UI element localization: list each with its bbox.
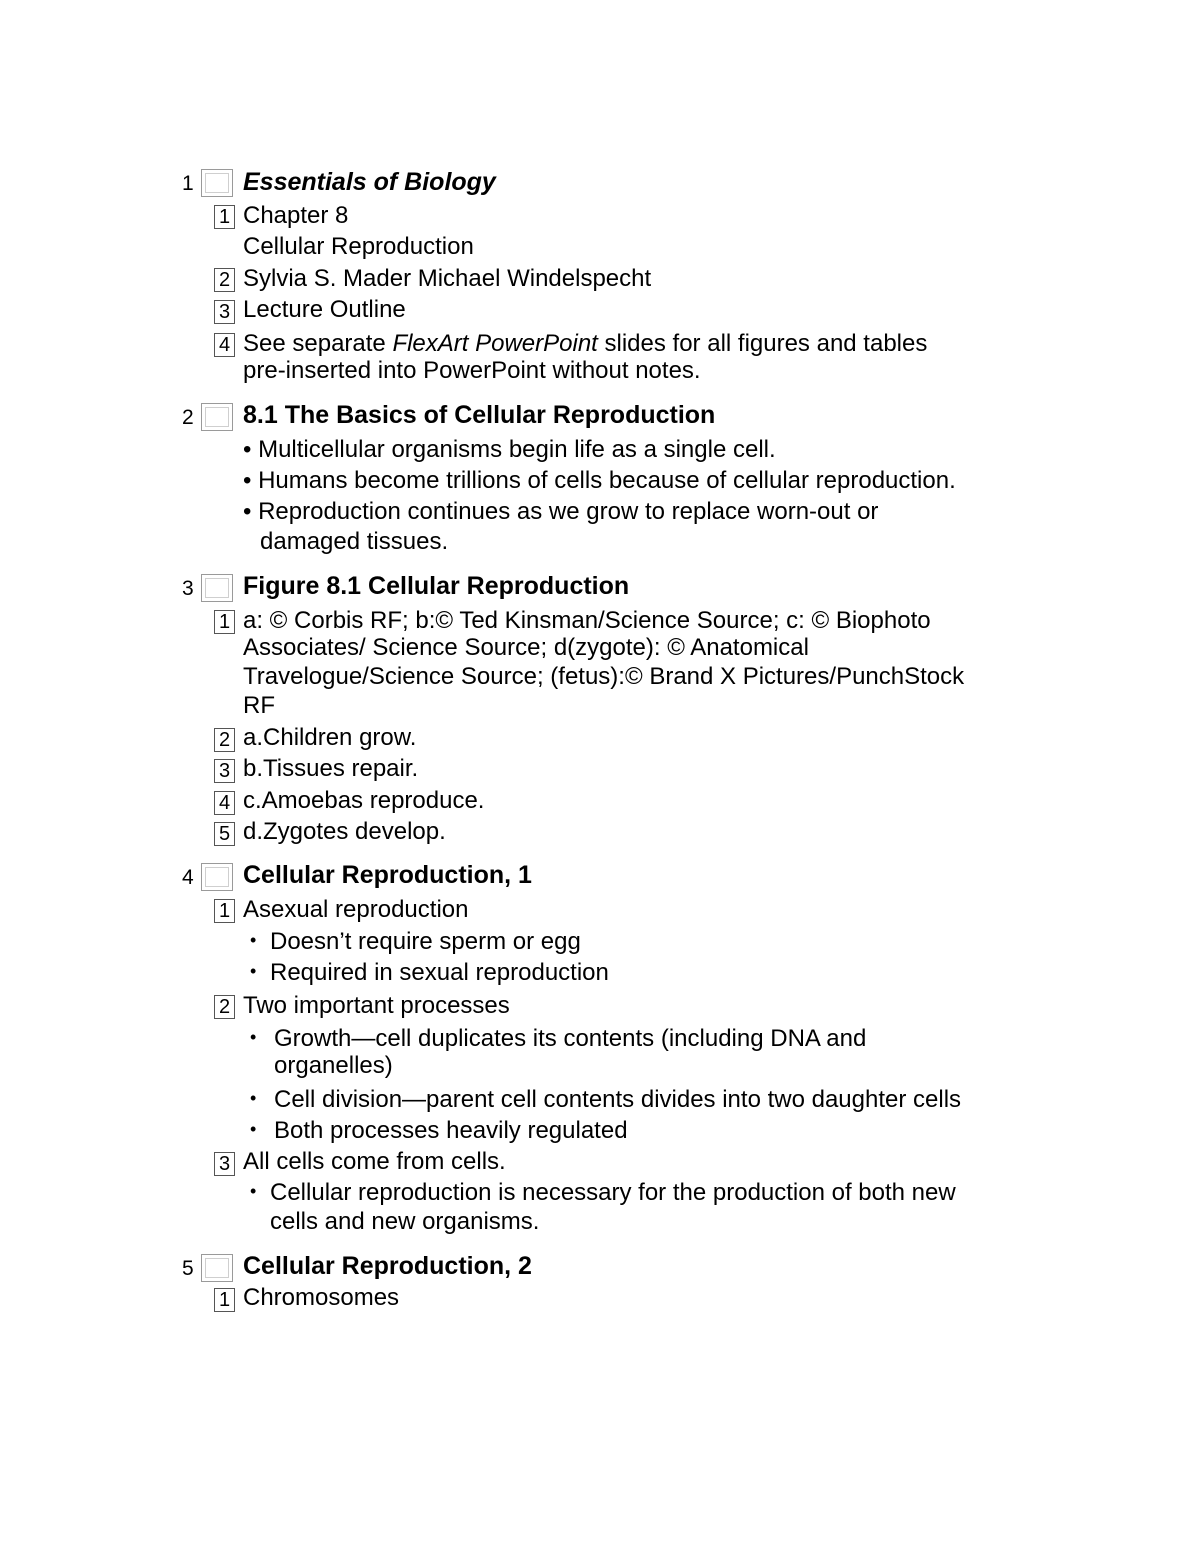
- bullet-dot: •: [250, 930, 257, 950]
- slide-number: 4: [182, 866, 194, 889]
- paragraph-text: b.Tissues repair.: [243, 755, 419, 782]
- slide-thumbnail: [201, 169, 233, 197]
- paragraph-number: 2: [214, 995, 235, 1019]
- slide-thumbnail: [201, 863, 233, 891]
- paragraph-text: Chapter 8: [243, 202, 349, 229]
- paragraph-number: 4: [214, 791, 235, 815]
- paragraph-number: 1: [214, 610, 235, 634]
- paragraph-text: Asexual reproduction: [243, 896, 469, 923]
- bullet-dot: •: [250, 1119, 257, 1139]
- bullet-dot: •: [250, 1088, 257, 1108]
- slide-number: 5: [182, 1257, 194, 1280]
- slide-number: 1: [182, 172, 194, 195]
- slide-title: Cellular Reproduction, 1: [243, 861, 532, 889]
- slide-number: 2: [182, 406, 194, 429]
- paragraph-number: 1: [214, 1288, 235, 1312]
- paragraph-number: 5: [214, 822, 235, 846]
- sub-bullet-text: Cellular reproduction is necessary for the production of both new: [270, 1179, 956, 1206]
- slide-title: Essentials of Biology: [243, 168, 496, 196]
- sub-bullet-text: Required in sexual reproduction: [270, 959, 609, 986]
- paragraph-number: 2: [214, 728, 235, 752]
- paragraph-text: RF: [243, 692, 275, 719]
- sub-bullet-text: cells and new organisms.: [270, 1208, 540, 1235]
- bullet-dot: •: [250, 1181, 257, 1201]
- paragraph-number: 4: [214, 333, 235, 357]
- paragraph-text: Cellular Reproduction: [243, 233, 474, 260]
- paragraph-text: d.Zygotes develop.: [243, 818, 446, 845]
- paragraph-text: Chromosomes: [243, 1284, 400, 1311]
- paragraph-text: Sylvia S. Mader Michael Windelspecht: [243, 265, 652, 292]
- slide-thumbnail: [201, 1254, 233, 1282]
- emphasis-text: FlexArt PowerPoint: [392, 330, 598, 357]
- paragraph-number: 2: [214, 268, 235, 292]
- slide-thumbnail: [201, 574, 233, 602]
- slide-number: 3: [182, 577, 194, 600]
- paragraph-text: pre-inserted into PowerPoint without notes.: [243, 357, 701, 384]
- paragraph-number: 1: [214, 205, 235, 229]
- bullet-item: • Humans become trillions of cells because of cellular reproduction.: [243, 467, 956, 494]
- paragraph-text: Associates/ Science Source; d(zygote): © Anatomical: [243, 634, 809, 661]
- paragraph-text: a: © Corbis RF; b:© Ted Kinsman/Science Source; c: © Biophoto: [243, 607, 931, 634]
- sub-bullet-text: Growth—cell duplicates its contents (including DNA and: [274, 1025, 867, 1052]
- paragraph-number: 3: [214, 1152, 235, 1176]
- slide-title: Figure 8.1 Cellular Reproduction: [243, 572, 630, 600]
- bullet-dot: •: [250, 1027, 257, 1047]
- slide-thumbnail: [201, 403, 233, 431]
- bullet-item-continuation: damaged tissues.: [260, 528, 449, 555]
- sub-bullet-text: Both processes heavily regulated: [274, 1117, 628, 1144]
- sub-bullet-text: organelles): [274, 1052, 393, 1079]
- paragraph-number: 1: [214, 899, 235, 923]
- paragraph-text: All cells come from cells.: [243, 1148, 506, 1175]
- sub-bullet-text: Cell division—parent cell contents divides into two daughter cells: [274, 1086, 962, 1113]
- paragraph-text: Travelogue/Science Source; (fetus):© Brand X Pictures/PunchStock: [243, 663, 965, 690]
- paragraph-number: 3: [214, 300, 235, 324]
- bullet-item: • Reproduction continues as we grow to replace worn-out or: [243, 498, 879, 525]
- bullet-dot: •: [250, 961, 257, 981]
- paragraph-text: Two important processes: [243, 992, 510, 1019]
- paragraph-text: Lecture Outline: [243, 296, 406, 323]
- paragraph-number: 3: [214, 759, 235, 783]
- slide-title: 8.1 The Basics of Cellular Reproduction: [243, 401, 716, 429]
- paragraph-text: c.Amoebas reproduce.: [243, 787, 485, 814]
- sub-bullet-text: Doesn’t require sperm or egg: [270, 928, 581, 955]
- paragraph-text: a.Children grow.: [243, 724, 417, 751]
- bullet-item: • Multicellular organisms begin life as a single cell.: [243, 436, 776, 463]
- paragraph-text: See separate FlexArt PowerPoint slides for all figures and tables: [243, 330, 928, 357]
- slide-title: Cellular Reproduction, 2: [243, 1252, 532, 1280]
